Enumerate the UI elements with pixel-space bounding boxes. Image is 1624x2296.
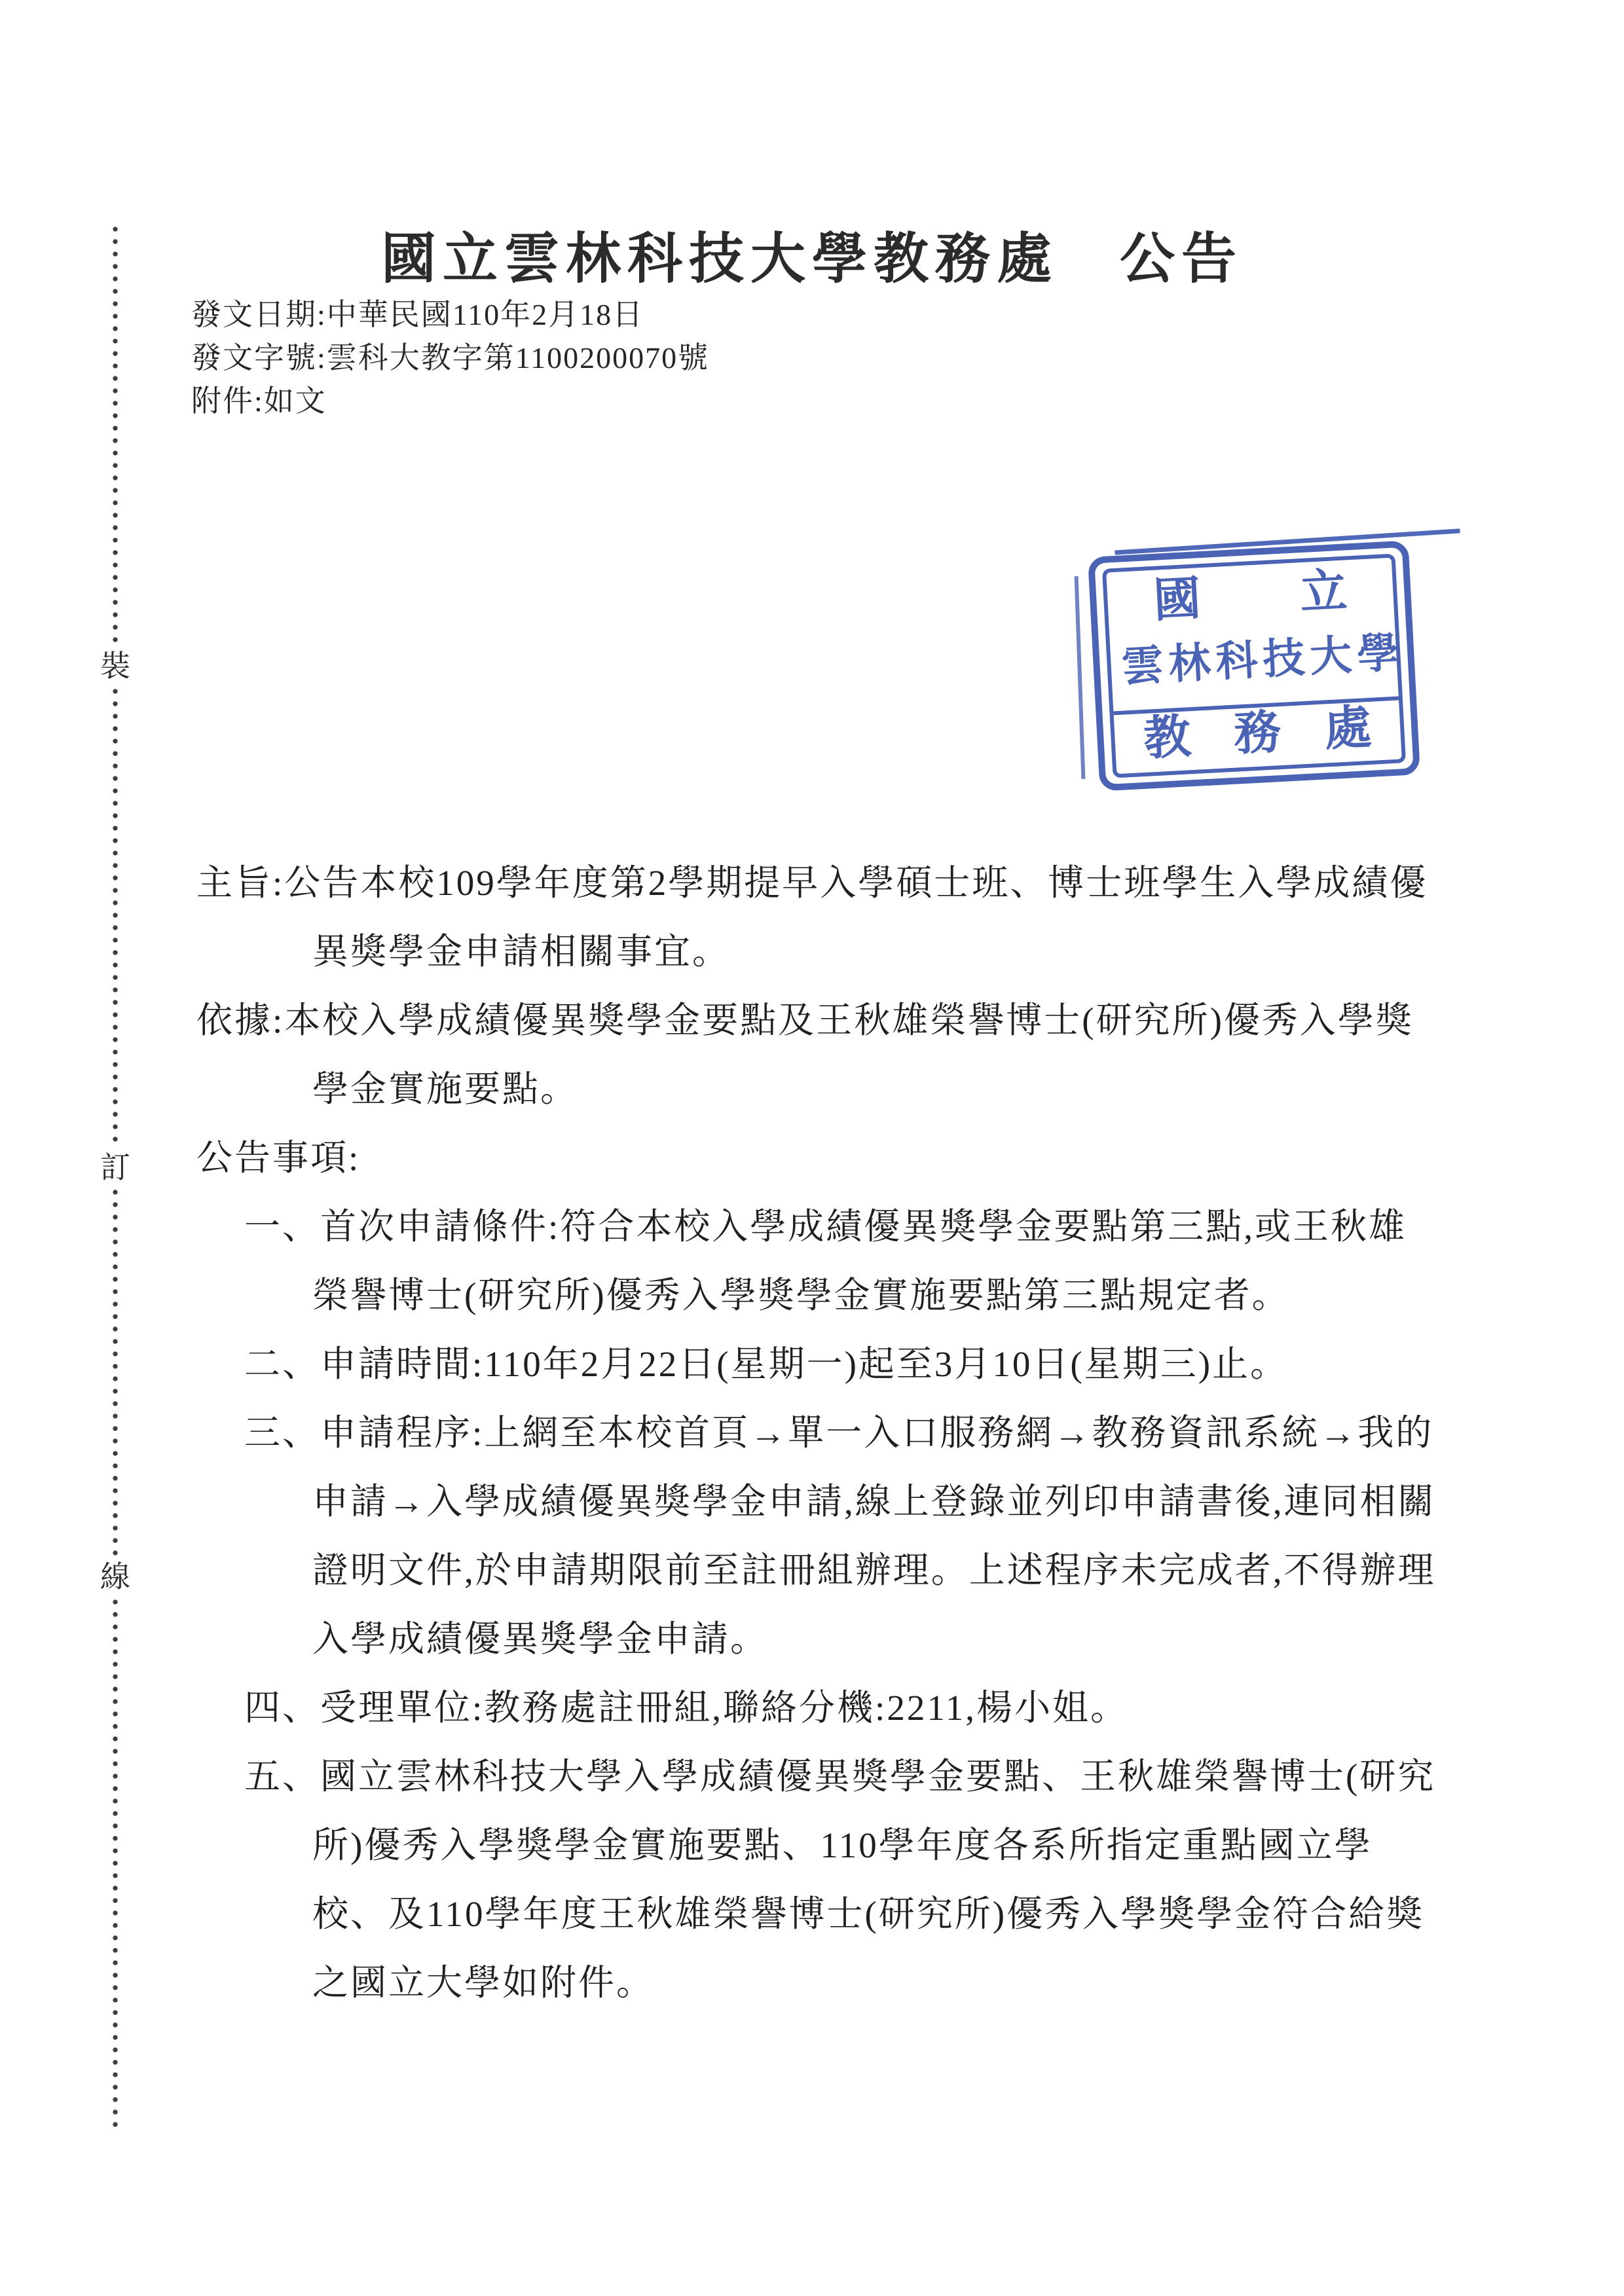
attachment-note: 附件:如文 bbox=[191, 384, 327, 418]
office-stamp bbox=[1088, 540, 1420, 791]
stamp-char: 教 bbox=[1142, 710, 1192, 766]
stamp-char: 國 bbox=[1152, 572, 1202, 627]
subject-text: 公告本校109學年度第2學期提早入學碩士班、博士班學生入學成績優異獎學金申請相關事宜。 bbox=[284, 863, 1428, 972]
announcement-item-2 bbox=[196, 1330, 1441, 1398]
binding-dotted-line bbox=[113, 688, 118, 1146]
stamp-char: 務 bbox=[1232, 706, 1283, 761]
basis-paragraph bbox=[196, 986, 1441, 1123]
item-number: 一、 bbox=[244, 1207, 321, 1247]
binding-mark-zhuang: 裝 bbox=[100, 649, 130, 683]
item-text: 申請時間:110年2月22日(星期一)起至3月10日(星期三)止。 bbox=[320, 1344, 1289, 1384]
issue-date: 發文日期:中華民國110年2月18日 bbox=[191, 298, 644, 331]
item-number: 二、 bbox=[244, 1344, 321, 1384]
basis-text: 本校入學成績優異獎學金要點及王秋雄榮譽博士(研究所)優秀入學獎學金實施要點。 bbox=[284, 1000, 1414, 1109]
announcement-item-3 bbox=[196, 1398, 1441, 1673]
office-stamp-inner-border bbox=[1102, 553, 1406, 778]
meta-block bbox=[191, 293, 709, 423]
stamp-char: 處 bbox=[1323, 701, 1373, 756]
item-text: 國立雲林科技大學入學成績優異獎學金要點、王秋雄榮譽博士(研究所)優秀入學獎學金實施要點、110學年度各系所指定重點國立學校、及110學年度王秋雄榮譽博士(研究所)優秀入學獎學金符合給獎之國立大學如附件。 bbox=[312, 1757, 1436, 2003]
page-title: 國立雲林科技大學教務處 公告 bbox=[380, 229, 1243, 290]
announcement-item-4 bbox=[196, 1673, 1441, 1742]
announcement-item-1 bbox=[196, 1192, 1441, 1330]
stamp-ink-artifact bbox=[1075, 576, 1086, 779]
basis-label: 依據: bbox=[196, 1000, 285, 1040]
binding-dotted-line bbox=[113, 1599, 118, 2129]
stamp-row-national bbox=[1117, 565, 1384, 629]
binding-mark-xian: 線 bbox=[100, 1560, 130, 1594]
subject-label: 主旨: bbox=[196, 863, 285, 903]
announcement-item-5 bbox=[196, 1742, 1441, 2017]
issue-number: 發文字號:雲科大教字第1100200070號 bbox=[191, 341, 710, 374]
item-text: 受理單位:教務處註冊組,聯絡分機:2211,楊小姐。 bbox=[320, 1688, 1129, 1728]
item-number: 四、 bbox=[244, 1688, 321, 1728]
subject-paragraph bbox=[196, 848, 1441, 986]
item-number: 三、 bbox=[244, 1413, 321, 1453]
item-number: 五、 bbox=[244, 1757, 321, 1796]
announcement-body bbox=[196, 848, 1441, 2017]
stamp-row-university: 雲林科技大學 bbox=[1120, 629, 1406, 691]
binding-edge bbox=[92, 226, 139, 2129]
item-text: 首次申請條件:符合本校入學成績優異獎學金要點第三點,或王秋雄榮譽博士(研究所)優秀入學獎學金實施要點第三點規定者。 bbox=[312, 1207, 1407, 1315]
items-header: 公告事項: bbox=[196, 1138, 361, 1178]
item-text: 申請程序:上網至本校首頁→單一入口服務網→教務資訊系統→我的申請→入學成績優異獎學金申請,線上登錄並列印申請書後,連同相關證明文件,於申請期限前至註冊組辦理。上述程序未完成者,不得辦理入學成績優異獎學金申請。 bbox=[312, 1413, 1436, 1659]
binding-mark-ding: 訂 bbox=[100, 1150, 130, 1184]
stamp-char: 立 bbox=[1299, 564, 1349, 620]
binding-dotted-line bbox=[113, 1189, 118, 1556]
